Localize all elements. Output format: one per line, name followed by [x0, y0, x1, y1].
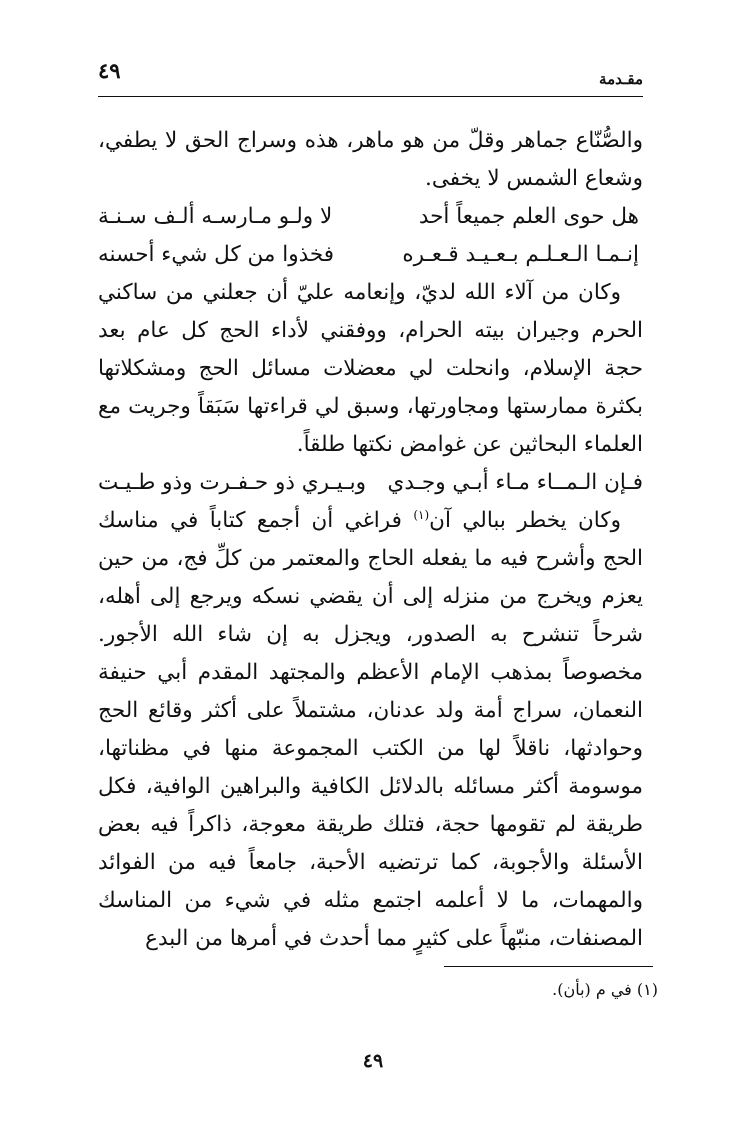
running-header [98, 52, 643, 97]
verse-3-second-hemistich: وبـيـري ذو حـفـرت وذو طـيـت [98, 470, 366, 495]
verse-2-second-hemistich: فخذوا من كل شيء أحسنه [98, 242, 335, 267]
footnote-reference: (١) [413, 507, 430, 522]
header-section-title: مقـدمة [599, 70, 643, 88]
paragraph-3-rest: فراغي أن أجمع كتاباً في مناسك الحج وأشرح فيه ما يفعله الحاج والمعتمر من كلِّ فج، من حين يعزم ويخرج من منزله إلى أن يقضي نسكه ويرجع إلى أهله، شرحاً تنشرح به الصدور، ويجزل به إن شاء الله الأجور. مخصوصاً بمذهب الإمام الأعظم والمجتهد المقدم أبي حنيفة النعمان، سراج أمة ولد عدنان، مشتملاً على أكثر وقائع الحج وحوادثها، ناقلاً لها من الكتب المجموعة منها في مظناتها، موسومة أكثر مسائله بالدلائل الكافية والبراهين الوافية، فكل طريقة لم تقومها حجة، فتلك طريقة معوجة، ذاكراً فيه بعض الأسئلة والأجوبة، كما ترتضيه الأحبة، جامعاً فيه من الفوائد والمهمات، ما لا أعلمه اجتمع مثله في شيء من المناسك المصنفات، منبّهاً على كثيرٍ مما أحدث في أمرها من البدع [98, 508, 643, 951]
verse-1-first-hemistich: هل حوى العلم جميعاً أحد [418, 204, 639, 229]
header-page-number: ٤٩ [98, 58, 121, 83]
verse-2-first-hemistich: إنـمـا الـعـلـم بـعـيـد قـعـره [402, 242, 639, 267]
main-text [98, 122, 643, 958]
paragraph-3-start: وكان يخطر ببالي آن [429, 508, 621, 533]
footer-page-number: ٤٩ [362, 1050, 384, 1072]
verse-2 [98, 236, 643, 274]
paragraph-2: وكان من آلاء الله لديّ، وإنعامه عليّ أن جعلني من ساكني الحرم وجيران بيته الحرام، ووفقني لأداء الحج كل عام بعد حجة الإسلام، وانحلت لي معضلات مسائل الحج ومشكلاتها بكثرة ممارستها ومجاورتها، وسبق لي قراءتها سَبَقاً وجريت مع العلماء البحاثين عن غوامض نكتها طلقاً. [98, 280, 643, 457]
verse-3-first-hemistich: فـإن الـمــاء مـاء أبـي وجـدي [387, 470, 643, 495]
verse-3 [98, 464, 643, 502]
footnote-separator [444, 966, 653, 967]
verse-1 [98, 198, 643, 236]
paragraph-3 [98, 502, 643, 958]
verse-1-second-hemistich: لا ولـو مـارسـه ألـف سـنـة [98, 204, 333, 229]
footnote: (١) في م (بأن). [552, 980, 658, 999]
paragraph-1: والصُّنّاع جماهر وقلّ من هو ماهر، هذه وسراج الحق لا يطفي، وشعاع الشمس لا يخفى. [98, 128, 643, 191]
